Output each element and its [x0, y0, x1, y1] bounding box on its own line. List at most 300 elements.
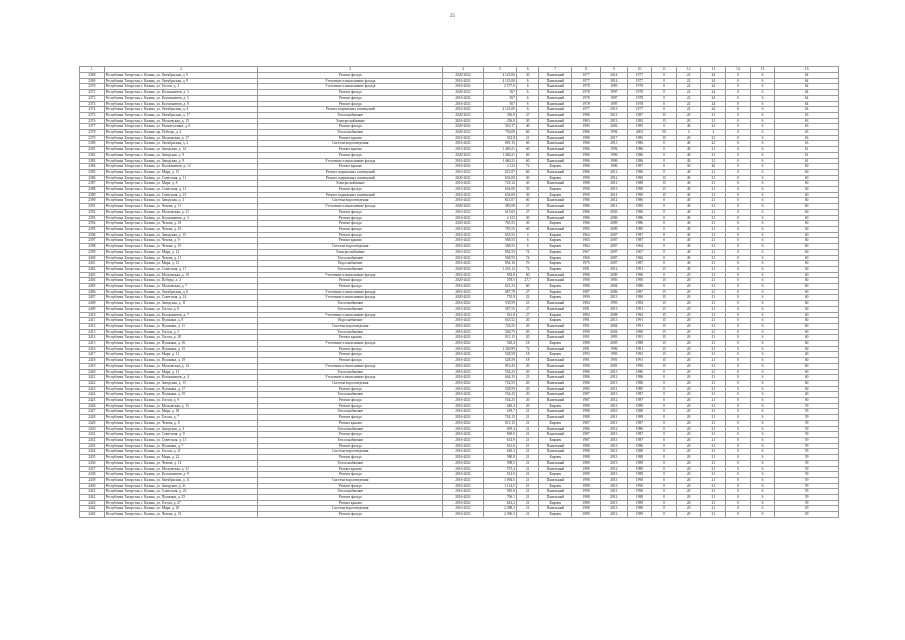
table-cell: 2370: [80, 84, 105, 90]
table-cell: 633,9: [484, 438, 517, 444]
table-cell: 2430: [80, 426, 105, 432]
table-cell: 2016-2021: [443, 398, 484, 404]
table-cell: 2016-2021: [443, 261, 484, 267]
table-cell: Панельный: [539, 84, 572, 90]
table-cell: 0: [726, 175, 751, 181]
table-cell: 1989: [627, 466, 652, 472]
table-cell: 1987: [572, 289, 601, 295]
table-cell: 21: [701, 169, 726, 175]
table-cell: 2016-2021: [443, 415, 484, 421]
table-cell: 22: [676, 84, 701, 90]
table-cell: 21: [701, 403, 726, 409]
table-cell: 2013: [600, 443, 627, 449]
table-cell: 20: [676, 135, 701, 141]
table-cell: Ремонт фасада: [258, 455, 443, 461]
table-cell: Ремонт фасада: [258, 124, 443, 130]
table-cell: 20: [676, 329, 701, 335]
table-cell: Электроснабжение: [258, 181, 443, 187]
table-cell: 567: [484, 95, 517, 101]
table-cell: Республика Татарстан, г. Казань, ул. Советская, д. 15: [104, 192, 258, 198]
table-cell: Республика Татарстан, г. Казань, ул. Гоголя, д. 8: [104, 306, 258, 312]
table-cell: 1991: [572, 306, 601, 312]
table-cell: 0: [652, 443, 677, 449]
table-cell: 60: [775, 204, 839, 210]
table-cell: 1986: [572, 272, 601, 278]
table-cell: 6: [750, 255, 775, 261]
table-cell: 2437: [80, 466, 105, 472]
table-cell: 59: [775, 506, 839, 512]
table-cell: 21: [701, 249, 726, 255]
table-cell: 0: [652, 84, 677, 90]
table-cell: 15: [652, 181, 677, 187]
table-cell: 60: [775, 266, 839, 272]
table-cell: 40: [676, 215, 701, 221]
column-header: 16: [775, 67, 839, 73]
table-cell: 6: [750, 438, 775, 444]
table-cell: 63: [775, 135, 839, 141]
table-cell: 6: [750, 135, 775, 141]
table-cell: Ремонт фасада: [258, 432, 443, 438]
table-cell: 0: [726, 215, 751, 221]
table-cell: 1986: [572, 198, 601, 204]
table-cell: 60: [516, 141, 539, 147]
table-cell: 0: [652, 460, 677, 466]
table-cell: 60: [775, 215, 839, 221]
table-cell: 72: [516, 164, 539, 170]
table-cell: 21: [701, 466, 726, 472]
table-cell: 2016-2021: [443, 358, 484, 364]
table-cell: Панельный: [539, 135, 572, 141]
table-cell: Республика Татарстан, г. Казань, ул. Чехова, д. 10: [104, 244, 258, 250]
table-cell: 654,00: [484, 175, 517, 181]
table-cell: 2020-2021: [443, 295, 484, 301]
table-cell: 2418: [80, 358, 105, 364]
table-cell: 6: [516, 78, 539, 84]
table-cell: Теплоснабжение: [258, 409, 443, 415]
table-cell: 64: [775, 73, 839, 79]
table-cell: 2384: [80, 164, 105, 170]
table-cell: Панельный: [539, 415, 572, 421]
table-cell: 70: [516, 261, 539, 267]
table-cell: 1993: [600, 352, 627, 358]
table-cell: 2398: [80, 244, 105, 250]
table-cell: Панельный: [539, 198, 572, 204]
table-cell: 2441: [80, 489, 105, 495]
table-cell: 2016-2021: [443, 118, 484, 124]
table-cell: 21: [701, 204, 726, 210]
table-cell: 2394: [80, 221, 105, 227]
table-cell: 0: [726, 489, 751, 495]
column-header: 10: [627, 67, 652, 73]
table-cell: 60: [775, 346, 839, 352]
table-cell: 2377: [80, 124, 105, 130]
table-cell: 0: [726, 420, 751, 426]
table-cell: 1990: [572, 192, 601, 198]
table-cell: 0: [726, 380, 751, 386]
table-cell: 63: [775, 112, 839, 118]
table-cell: 20: [516, 329, 539, 335]
table-cell: 0: [726, 73, 751, 79]
table-cell: 6: [750, 312, 775, 318]
table-cell: 4 123: [484, 164, 517, 170]
table-cell: 0: [726, 244, 751, 250]
table-cell: 735,8: [484, 295, 517, 301]
table-cell: Республика Татарстан, г. Казань, ул. Пушкина, д. 11: [104, 323, 258, 329]
table-cell: 0: [652, 386, 677, 392]
table-cell: 0: [726, 101, 751, 107]
table-cell: 2409: [80, 306, 105, 312]
table-cell: 15: [652, 112, 677, 118]
table-cell: 20: [676, 455, 701, 461]
table-cell: 6: [750, 278, 775, 284]
table-cell: 1990: [627, 329, 652, 335]
table-cell: 60: [775, 238, 839, 244]
table-cell: 2016-2021: [443, 192, 484, 198]
table-cell: 2016-2021: [443, 187, 484, 193]
table-cell: 2020-2021: [443, 112, 484, 118]
table-cell: 0: [726, 135, 751, 141]
table-cell: Ремонт фасада: [258, 101, 443, 107]
table-cell: 6: [750, 107, 775, 113]
table-cell: 1989: [572, 472, 601, 478]
table-cell: 21: [701, 198, 726, 204]
table-cell: Республика Татарстан, г. Казань, ул. Советская, д. 13: [104, 187, 258, 193]
table-cell: 6: [750, 289, 775, 295]
table-cell: 40: [676, 204, 701, 210]
table-cell: 1986: [627, 272, 652, 278]
table-cell: 6: [750, 380, 775, 386]
table-cell: 1986: [572, 380, 601, 386]
table-cell: 20: [676, 432, 701, 438]
table-cell: 2401: [80, 261, 105, 267]
table-cell: 21: [516, 483, 539, 489]
table-cell: 4 123,00: [484, 78, 517, 84]
table-cell: 1986: [627, 375, 652, 381]
table-cell: 1985: [627, 124, 652, 130]
table-cell: 59: [775, 466, 839, 472]
table-cell: 2016-2021: [443, 392, 484, 398]
table-cell: Панельный: [539, 209, 572, 215]
table-cell: 40: [676, 249, 701, 255]
table-cell: 40: [676, 266, 701, 272]
table-cell: 0: [652, 415, 677, 421]
table-cell: 2395: [80, 226, 105, 232]
table-cell: 1989: [572, 460, 601, 466]
table-cell: 21: [701, 266, 726, 272]
table-cell: 1986: [627, 284, 652, 290]
table-cell: 20: [676, 380, 701, 386]
table-cell: 15: [652, 266, 677, 272]
table-cell: 2011: [600, 420, 627, 426]
table-cell: 60: [775, 169, 839, 175]
table-cell: 60: [775, 192, 839, 198]
table-cell: 6: [750, 512, 775, 518]
table-cell: Электроснабжение: [258, 249, 443, 255]
table-cell: 1986: [627, 158, 652, 164]
table-cell: 1989: [572, 512, 601, 518]
table-cell: 0: [652, 164, 677, 170]
table-cell: 6: [750, 169, 775, 175]
table-cell: 352,8: [484, 135, 517, 141]
table-cell: 18: [516, 358, 539, 364]
table-cell: Кирпич: [539, 192, 572, 198]
table-cell: 0: [652, 169, 677, 175]
table-cell: 27: [516, 312, 539, 318]
table-cell: 21: [701, 495, 726, 501]
table-cell: 1978: [572, 95, 601, 101]
table-cell: Республика Татарстан, г. Казань, ул. Космонавтов, д. 5: [104, 95, 258, 101]
table-cell: 60: [775, 295, 839, 301]
table-cell: 20: [676, 312, 701, 318]
table-cell: Республика Татарстан, г. Казань, ул. Московская, д. 15: [104, 403, 258, 409]
table-cell: 0: [652, 512, 677, 518]
table-cell: 1987: [572, 392, 601, 398]
table-cell: Республика Татарстан, г. Казань, ул. Заводская, д. 3: [104, 426, 258, 432]
table-cell: 0: [652, 272, 677, 278]
table-cell: 2425: [80, 398, 105, 404]
table-cell: 620,3: [484, 449, 517, 455]
table-cell: 2012: [600, 169, 627, 175]
table-cell: 6: [750, 232, 775, 238]
table-cell: Республика Татарстан, г. Казань, ул. Чехова, д. 31: [104, 512, 258, 518]
table-cell: 2434: [80, 449, 105, 455]
table-cell: 1988: [572, 506, 601, 512]
table-cell: 2020-2021: [443, 124, 484, 130]
table-cell: 612,0: [484, 472, 517, 478]
column-header: 13: [701, 67, 726, 73]
table-cell: Республика Татарстан, г. Казань, ул. Мира, д. 11: [104, 352, 258, 358]
table-cell: Республика Татарстан, г. Казань, ул. Победы, д. 2: [104, 278, 258, 284]
table-cell: 0: [726, 341, 751, 347]
table-cell: 0: [652, 249, 677, 255]
table-cell: 6: [750, 152, 775, 158]
table-cell: 20: [676, 346, 701, 352]
table-cell: Панельный: [539, 78, 572, 84]
table-cell: Теплоснабжение: [258, 306, 443, 312]
table-cell: Ремонт фасада: [258, 472, 443, 478]
table-cell: Ремонт фасада: [258, 358, 443, 364]
table-cell: 2016-2021: [443, 380, 484, 386]
table-cell: 0: [652, 198, 677, 204]
table-cell: 61: [775, 152, 839, 158]
table-cell: 2012: [600, 198, 627, 204]
table-cell: 2419: [80, 363, 105, 369]
table-cell: Ремонт фасада: [258, 209, 443, 215]
table-cell: 2016-2021: [443, 135, 484, 141]
table-cell: Республика Татарстан, г. Казань, ул. Советская, д. 14: [104, 295, 258, 301]
table-cell: 584,8: [484, 272, 517, 278]
table-cell: 21: [701, 209, 726, 215]
table-cell: 1 460,21: [484, 147, 517, 153]
table-cell: 0: [726, 460, 751, 466]
table-cell: Ремонт крыши: [258, 164, 443, 170]
table-cell: 20: [676, 409, 701, 415]
table-cell: 2379: [80, 135, 105, 141]
table-cell: 26: [701, 164, 726, 170]
table-cell: 0: [652, 215, 677, 221]
table-cell: Панельный: [539, 147, 572, 153]
table-cell: 59: [775, 415, 839, 421]
table-cell: 554,25: [484, 398, 517, 404]
table-cell: 27: [516, 112, 539, 118]
table-cell: Республика Татарстан, г. Казань, ул. Чехова, д. 9: [104, 238, 258, 244]
table-cell: 0: [726, 209, 751, 215]
table-cell: 1993: [600, 301, 627, 307]
table-cell: 40: [676, 169, 701, 175]
table-cell: 1991: [572, 318, 601, 324]
table-cell: Ремонт крыши: [258, 335, 443, 341]
table-cell: 59: [775, 409, 839, 415]
table-cell: 24: [701, 107, 726, 113]
table-cell: 385,08: [484, 204, 517, 210]
table-cell: Панельный: [539, 449, 572, 455]
table-cell: 20: [676, 352, 701, 358]
table-cell: Ремонт подвальных помещений: [258, 107, 443, 113]
table-cell: 24: [701, 90, 726, 96]
table-cell: 0: [726, 112, 751, 118]
table-cell: 40: [676, 198, 701, 204]
table-cell: Ремонт фасада: [258, 221, 443, 227]
table-cell: 1987: [627, 261, 652, 267]
table-cell: 0: [726, 266, 751, 272]
table-cell: 2013: [600, 318, 627, 324]
table-cell: 15: [652, 306, 677, 312]
table-cell: 1990: [627, 489, 652, 495]
table-cell: 2410: [80, 312, 105, 318]
table-cell: 20: [676, 392, 701, 398]
table-cell: 1993: [627, 352, 652, 358]
table-cell: 2003: [627, 130, 652, 136]
table-cell: 2016-2021: [443, 318, 484, 324]
table-cell: Утепление и выполнение фасада: [258, 295, 443, 301]
table-cell: 1985: [627, 204, 652, 210]
table-cell: Утепление и выполнение фасада: [258, 289, 443, 295]
table-cell: 21: [516, 506, 539, 512]
table-cell: 6: [750, 420, 775, 426]
table-cell: 20: [676, 369, 701, 375]
table-cell: 356,8: [484, 112, 517, 118]
table-cell: 21: [701, 335, 726, 341]
table-cell: 0: [652, 152, 677, 158]
table-cell: Панельный: [539, 323, 572, 329]
table-cell: 2016-2021: [443, 272, 484, 278]
table-cell: Республика Татарстан, г. Казань, ул. Мира, д. 15: [104, 169, 258, 175]
table-cell: 15: [652, 289, 677, 295]
table-cell: Кирпич: [539, 289, 572, 295]
table-cell: 21: [701, 426, 726, 432]
table-cell: 6: [750, 477, 775, 483]
table-cell: 2007: [600, 255, 627, 261]
table-cell: 1991: [600, 358, 627, 364]
table-cell: Панельный: [539, 112, 572, 118]
table-cell: 20: [676, 306, 701, 312]
table-cell: 1 340,99: [484, 346, 517, 352]
table-cell: 60: [516, 152, 539, 158]
table-cell: 2 388,3: [484, 506, 517, 512]
table-cell: 2020-2021: [443, 90, 484, 96]
table-cell: Республика Татарстан, г. Казань, ул. Мира, д. 29: [104, 506, 258, 512]
table-cell: 74: [516, 249, 539, 255]
table-cell: 60: [775, 301, 839, 307]
table-cell: 0: [652, 90, 677, 96]
table-cell: 2016-2021: [443, 329, 484, 335]
table-cell: 2017: [600, 135, 627, 141]
table-cell: Ремонт фасада: [258, 73, 443, 79]
table-cell: 2016-2021: [443, 284, 484, 290]
table-cell: 2012: [600, 175, 627, 181]
table-cell: 0: [726, 306, 751, 312]
table-cell: 1987: [572, 398, 601, 404]
table-cell: Республика Татарстан, г. Казань, ул. Октябрьская, д. 9: [104, 73, 258, 79]
table-cell: Панельный: [539, 169, 572, 175]
table-cell: 2007: [600, 249, 627, 255]
table-cell: 59: [775, 477, 839, 483]
table-cell: Ремонт фасада: [258, 415, 443, 421]
table-cell: 520,4: [484, 341, 517, 347]
table-cell: 20: [676, 301, 701, 307]
table-cell: 1985: [572, 386, 601, 392]
table-cell: 2007: [600, 232, 627, 238]
table-cell: 1995: [600, 101, 627, 107]
table-cell: Панельный: [539, 432, 572, 438]
table-cell: 60: [775, 175, 839, 181]
column-header: 6: [516, 67, 539, 73]
table-cell: 59: [775, 483, 839, 489]
table-cell: 1991: [572, 323, 601, 329]
table-cell: 1991: [627, 335, 652, 341]
table-cell: 1988: [572, 409, 601, 415]
table-cell: Кирпич: [539, 175, 572, 181]
table-cell: 22: [676, 101, 701, 107]
table-cell: 59: [775, 495, 839, 501]
table-cell: 2013: [600, 369, 627, 375]
table-cell: Утепление и выполнение фасада: [258, 84, 443, 90]
table-cell: 854,10: [484, 261, 517, 267]
table-cell: 20: [676, 358, 701, 364]
table-cell: 60: [775, 289, 839, 295]
table-cell: Республика Татарстан, г. Казань, ул. Космонавтов, д. 9: [104, 472, 258, 478]
table-cell: 1988: [627, 415, 652, 421]
table-cell: 0: [652, 232, 677, 238]
table-cell: 2373: [80, 101, 105, 107]
table-cell: 0: [726, 278, 751, 284]
table-cell: 2016-2021: [443, 78, 484, 84]
table-cell: 2013: [600, 295, 627, 301]
table-cell: 20: [676, 426, 701, 432]
table-cell: 2387: [80, 181, 105, 187]
table-cell: 15: [652, 295, 677, 301]
table-cell: 21: [701, 392, 726, 398]
table-cell: 2016-2021: [443, 301, 484, 307]
table-cell: 540,75: [484, 329, 517, 335]
table-cell: 6: [750, 187, 775, 193]
table-cell: 0: [726, 375, 751, 381]
table-cell: 2012: [600, 375, 627, 381]
table-cell: 2016-2021: [443, 506, 484, 512]
table-cell: 2016-2021: [443, 306, 484, 312]
table-cell: Республика Татарстан, г. Казань, ул. Мира, д. 22: [104, 455, 258, 461]
table-cell: 6: [750, 449, 775, 455]
table-cell: 724,55: [484, 323, 517, 329]
table-cell: Республика Татарстан, г. Казань, ул. Мира, д. 13: [104, 261, 258, 267]
table-cell: 60: [775, 209, 839, 215]
table-cell: 30: [516, 118, 539, 124]
table-cell: 6: [750, 460, 775, 466]
table-cell: Теплоснабжение: [258, 460, 443, 466]
table-cell: 20: [516, 369, 539, 375]
table-cell: 1986: [572, 369, 601, 375]
table-cell: 2016-2021: [443, 386, 484, 392]
